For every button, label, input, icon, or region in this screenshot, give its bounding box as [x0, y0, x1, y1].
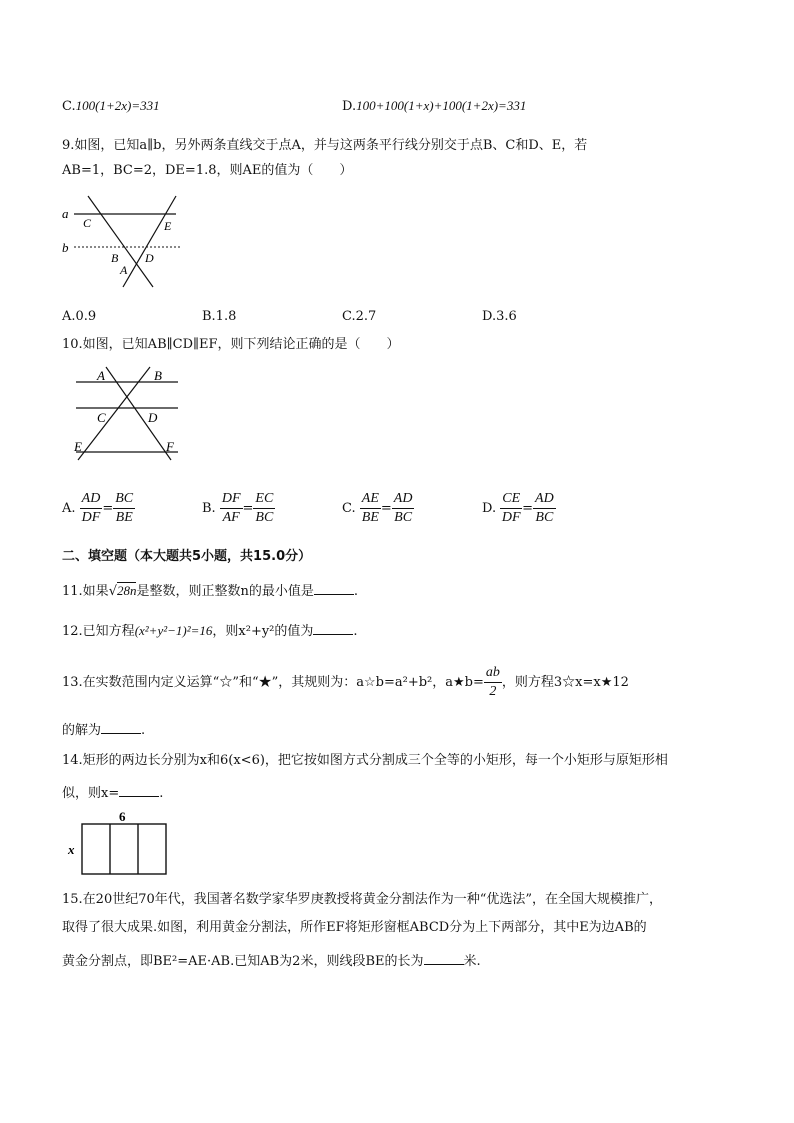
section-heading: 二、填空题（本大题共5小题，共15.0分） — [62, 549, 312, 564]
q10-figure — [66, 362, 186, 462]
q9-label-a: a — [62, 206, 69, 221]
q8-option-c-expr: 100(1+2x)=331 — [75, 98, 160, 113]
q10-option-a: A. $\frac{AD}{DF}$ = $\frac{BC}{BE}$ — [62, 491, 134, 525]
q13-line2: 的解为 . — [62, 723, 146, 738]
q9-figure — [58, 190, 188, 290]
q11-radicand: 28n — [116, 583, 137, 598]
q10-label-b: B — [154, 368, 162, 383]
q9-label-apt: A — [120, 263, 128, 277]
q14-label-top: 6 — [119, 809, 126, 824]
q8-option-d: D.100+100(1+x)+100(1+2x)=331 — [342, 98, 527, 114]
q13-answer-blank — [101, 721, 141, 734]
q10-stem: 10.如图，已知AB∥CD∥EF，则下列结论正确的是（ ） — [62, 337, 400, 352]
q12-answer-blank — [313, 622, 353, 635]
q10-label-c: C — [97, 410, 106, 425]
q12-equation: (x²+y²−1)²=16 — [134, 623, 213, 638]
q13-line1: 13.在实数范围内定义运算“☆”和“★”，其规则为：a☆b=a²+b²，a★b= $\frac{ab}{2}$ ，则方程3☆x=x★12 — [62, 665, 629, 699]
q9-label-bpt: B — [111, 251, 119, 265]
q9-label-b: b — [62, 240, 69, 255]
q15-line2: 取得了很大成果.如图，利用黄金分割法，所作EF将矩形窗框ABCD分为上下两部分，其中E为边AB的 — [62, 920, 647, 935]
q10-label-d: D — [148, 410, 158, 425]
q9-line-ed — [123, 196, 176, 287]
q10-option-b: B. $\frac{DF}{AF}$ = $\frac{EC}{BC}$ — [202, 491, 274, 525]
q9-option-b: B.1.8 — [202, 309, 237, 324]
q8-option-d-expr: 100+100(1+x)+100(1+2x)=331 — [356, 98, 527, 113]
q9-stem-line1: 9.如图，已知a∥b，另外两条直线交于点A，并与这两条平行线分别交于点B、C和D、E，若 — [62, 138, 588, 153]
q15-line1: 15.在20世纪70年代，我国著名数学家华罗庚教授将黄金分割法作为一种“优选法”，在全国大规模推广， — [62, 892, 663, 907]
q10-label-a: A — [97, 368, 105, 383]
q9-label-d: D — [145, 251, 154, 265]
q14-line2: 似，则x= . — [62, 786, 164, 801]
q9-stem-line2: AB=1，BC=2，DE=1.8，则AE的值为（ ） — [62, 163, 353, 178]
q10-option-c: C. $\frac{AE}{BE}$ = $\frac{AD}{BC}$ — [342, 491, 413, 525]
q9-option-a: A.0.9 — [62, 309, 97, 324]
q14-rectangle — [82, 824, 166, 874]
q14-line1: 14.矩形的两边长分别为x和6(x<6)，把它按如图方式分割成三个全等的小矩形，每一个小矩形与原矩形相 — [62, 753, 668, 768]
q9-label-e: E — [164, 219, 172, 233]
q9-label-c: C — [83, 216, 92, 230]
q11: 11.如果√28n是整数，则正整数n的最小值是 . — [62, 583, 358, 599]
q8-option-c: C.100(1+2x)=331 — [62, 98, 160, 114]
q14-answer-blank — [119, 784, 159, 797]
q9-option-c: C.2.7 — [342, 309, 377, 324]
q15-line3: 黄金分割点，即BE²=AE·AB.已知AB为2米，则线段BE的长为 米. — [62, 954, 481, 969]
q12: 12.已知方程(x²+y²−1)²=16，则x²+y²的值为 . — [62, 623, 358, 639]
q15-answer-blank — [424, 952, 464, 965]
q10-label-f: F — [166, 439, 174, 454]
q10-option-d: D. $\frac{CE}{DF}$ = $\frac{AD}{BC}$ — [482, 491, 554, 525]
q14-label-left: x — [68, 842, 75, 857]
q14-figure — [64, 808, 174, 878]
q11-answer-blank — [314, 582, 354, 595]
sqrt-sign: √ — [108, 584, 117, 599]
q9-option-d: D.3.6 — [482, 309, 517, 324]
q10-label-e: E — [74, 439, 82, 454]
